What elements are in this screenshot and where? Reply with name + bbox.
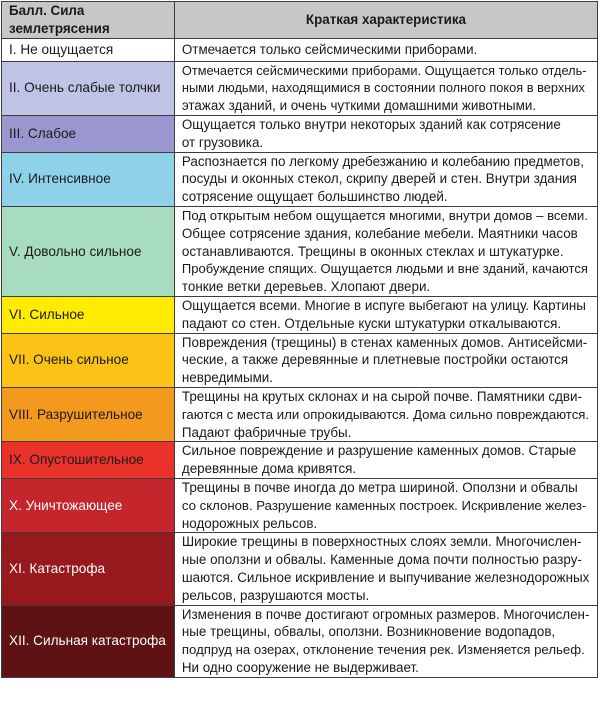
description-line: Трещины на крутых склонах и на сырой почве. Памятники сдви- bbox=[181, 388, 582, 404]
description-line: деревянные дома кривятся. bbox=[181, 461, 357, 477]
description-line: от грузовика. bbox=[181, 134, 264, 150]
table-row bbox=[2, 387, 598, 441]
table-body bbox=[2, 38, 598, 677]
description-line: Трещины в почве иногда до метра шириной. Оползни и обвалы bbox=[181, 479, 578, 495]
description-line: ными людьми, находящимися в состоянии полного покоя в верхних bbox=[181, 80, 585, 96]
intensity-level-cell: IX. Опустошительное bbox=[2, 442, 175, 479]
description-line: Общее сотрясение здания, колебание мебели. Маятники часов bbox=[181, 225, 578, 241]
description-cell bbox=[174, 442, 597, 479]
description-line: Отмечается сейсмическими приборами. Ощущается только отдель- bbox=[181, 62, 587, 78]
table-row bbox=[2, 206, 598, 296]
header-score: Балл. Сила землетрясения bbox=[2, 2, 175, 39]
description-line: Ощущается только внутри некоторых зданий как сотрясение bbox=[181, 116, 561, 132]
description-line: падают со стен. Отдельные куски штукатурки откалываются. bbox=[181, 315, 562, 331]
description-line: Изменения в почве достигают огромных размеров. Многочислен- bbox=[181, 606, 590, 622]
description-line: тонкие ветки деревьев. Хлопают двери. bbox=[181, 279, 431, 295]
table-row bbox=[2, 605, 598, 677]
intensity-level-cell: VII. Очень сильное bbox=[2, 333, 175, 387]
table-header-row bbox=[2, 2, 598, 39]
description-line: этажах зданий, и очень чуткими домашними животными. bbox=[181, 98, 537, 114]
table-row bbox=[2, 333, 598, 387]
intensity-level-cell: XI. Катастрофа bbox=[2, 533, 175, 605]
intensity-level-cell: V. Довольно сильное bbox=[2, 206, 175, 296]
earthquake-scale-table bbox=[1, 1, 598, 678]
description-line: гаются с места или опрокидываются. Дома сильно повреждаются. bbox=[181, 406, 590, 422]
intensity-level-cell: I. Не ощущается bbox=[2, 38, 175, 61]
description-cell bbox=[174, 38, 597, 61]
description-line: Ощущается всеми. Многие в испуге выбегают на улицу. Картины bbox=[181, 297, 586, 313]
description-cell bbox=[174, 152, 597, 206]
description-line: невредимыми. bbox=[181, 370, 273, 386]
description-line: Отмечается только сейсмическими приборами. bbox=[181, 41, 478, 57]
description-cell bbox=[174, 296, 597, 333]
description-line: ные трещины, обвалы, оползни. Возникновение водопадов, bbox=[181, 624, 556, 640]
description-line: рельсов, разрушаются мосты. bbox=[181, 587, 370, 603]
description-line: со склонов. Разрушение каменных построек. Искривление желез- bbox=[181, 497, 587, 513]
description-line: посуды и оконных стекол, скрипу дверей и стен. Внутри здания bbox=[181, 171, 577, 187]
description-cell bbox=[174, 61, 597, 115]
description-line: Пробуждение спящих. Ощущается людьми и вне зданий, качаются bbox=[181, 261, 588, 277]
intensity-level-cell: VI. Сильное bbox=[2, 296, 175, 333]
description-cell bbox=[174, 115, 597, 152]
intensity-level-cell: XII. Сильная катастрофа bbox=[2, 605, 175, 677]
description-line: шаются. Сильное искривление и выпучивание железнодорожных bbox=[181, 569, 590, 585]
description-line: Сильное повреждение и разрушение каменных домов. Старые bbox=[181, 443, 577, 459]
description-cell bbox=[174, 533, 597, 605]
description-line: Под открытым небом ощущается многими, внутри домов – всеми. bbox=[181, 207, 588, 223]
intensity-level-cell: III. Слабое bbox=[2, 115, 175, 152]
description-line: Ни одно сооружение не выдерживает. bbox=[181, 659, 419, 675]
description-line: Распознается по легкому дребезжанию и колебанию предметов, bbox=[181, 153, 584, 169]
intensity-level-cell: II. Очень слабые толчки bbox=[2, 61, 175, 115]
description-line: останавливаются. Трещины в оконных стеклах и штукатурке. bbox=[181, 243, 564, 259]
table-row bbox=[2, 61, 598, 115]
description-line: нодорожных рельсов. bbox=[181, 515, 318, 531]
intensity-level-cell: X. Уничтожающее bbox=[2, 478, 175, 532]
description-line: подпруд на озерах, отклонение течения рек. Изменяется рельеф. bbox=[181, 642, 585, 658]
header-description: Краткая характеристика bbox=[174, 2, 597, 39]
table-row bbox=[2, 478, 598, 532]
description-line: ческие, а также деревянные и плетневые постройки остаются bbox=[181, 352, 569, 368]
description-cell bbox=[174, 478, 597, 532]
table-row bbox=[2, 533, 598, 605]
description-cell bbox=[174, 206, 597, 296]
description-cell bbox=[174, 333, 597, 387]
table-row bbox=[2, 296, 598, 333]
description-line: Широкие трещины в поверхностных слоях земли. Многочислен- bbox=[181, 534, 582, 550]
intensity-level-cell: VIII. Разрушительное bbox=[2, 387, 175, 441]
description-cell bbox=[174, 605, 597, 677]
table-row bbox=[2, 442, 598, 479]
description-line: сотрясение ощущает большинство людей. bbox=[181, 189, 448, 205]
description-cell bbox=[174, 387, 597, 441]
intensity-level-cell: IV. Интенсивное bbox=[2, 152, 175, 206]
description-line: ные оползни и обвалы. Каменные дома почти полностью разру- bbox=[181, 552, 582, 568]
table-row bbox=[2, 152, 598, 206]
description-line: Повреждения (трещины) в стенах каменных домов. Антисейсми- bbox=[181, 334, 588, 350]
description-line: Падают фабричные трубы. bbox=[181, 424, 352, 440]
table-row bbox=[2, 115, 598, 152]
table-row bbox=[2, 38, 598, 61]
